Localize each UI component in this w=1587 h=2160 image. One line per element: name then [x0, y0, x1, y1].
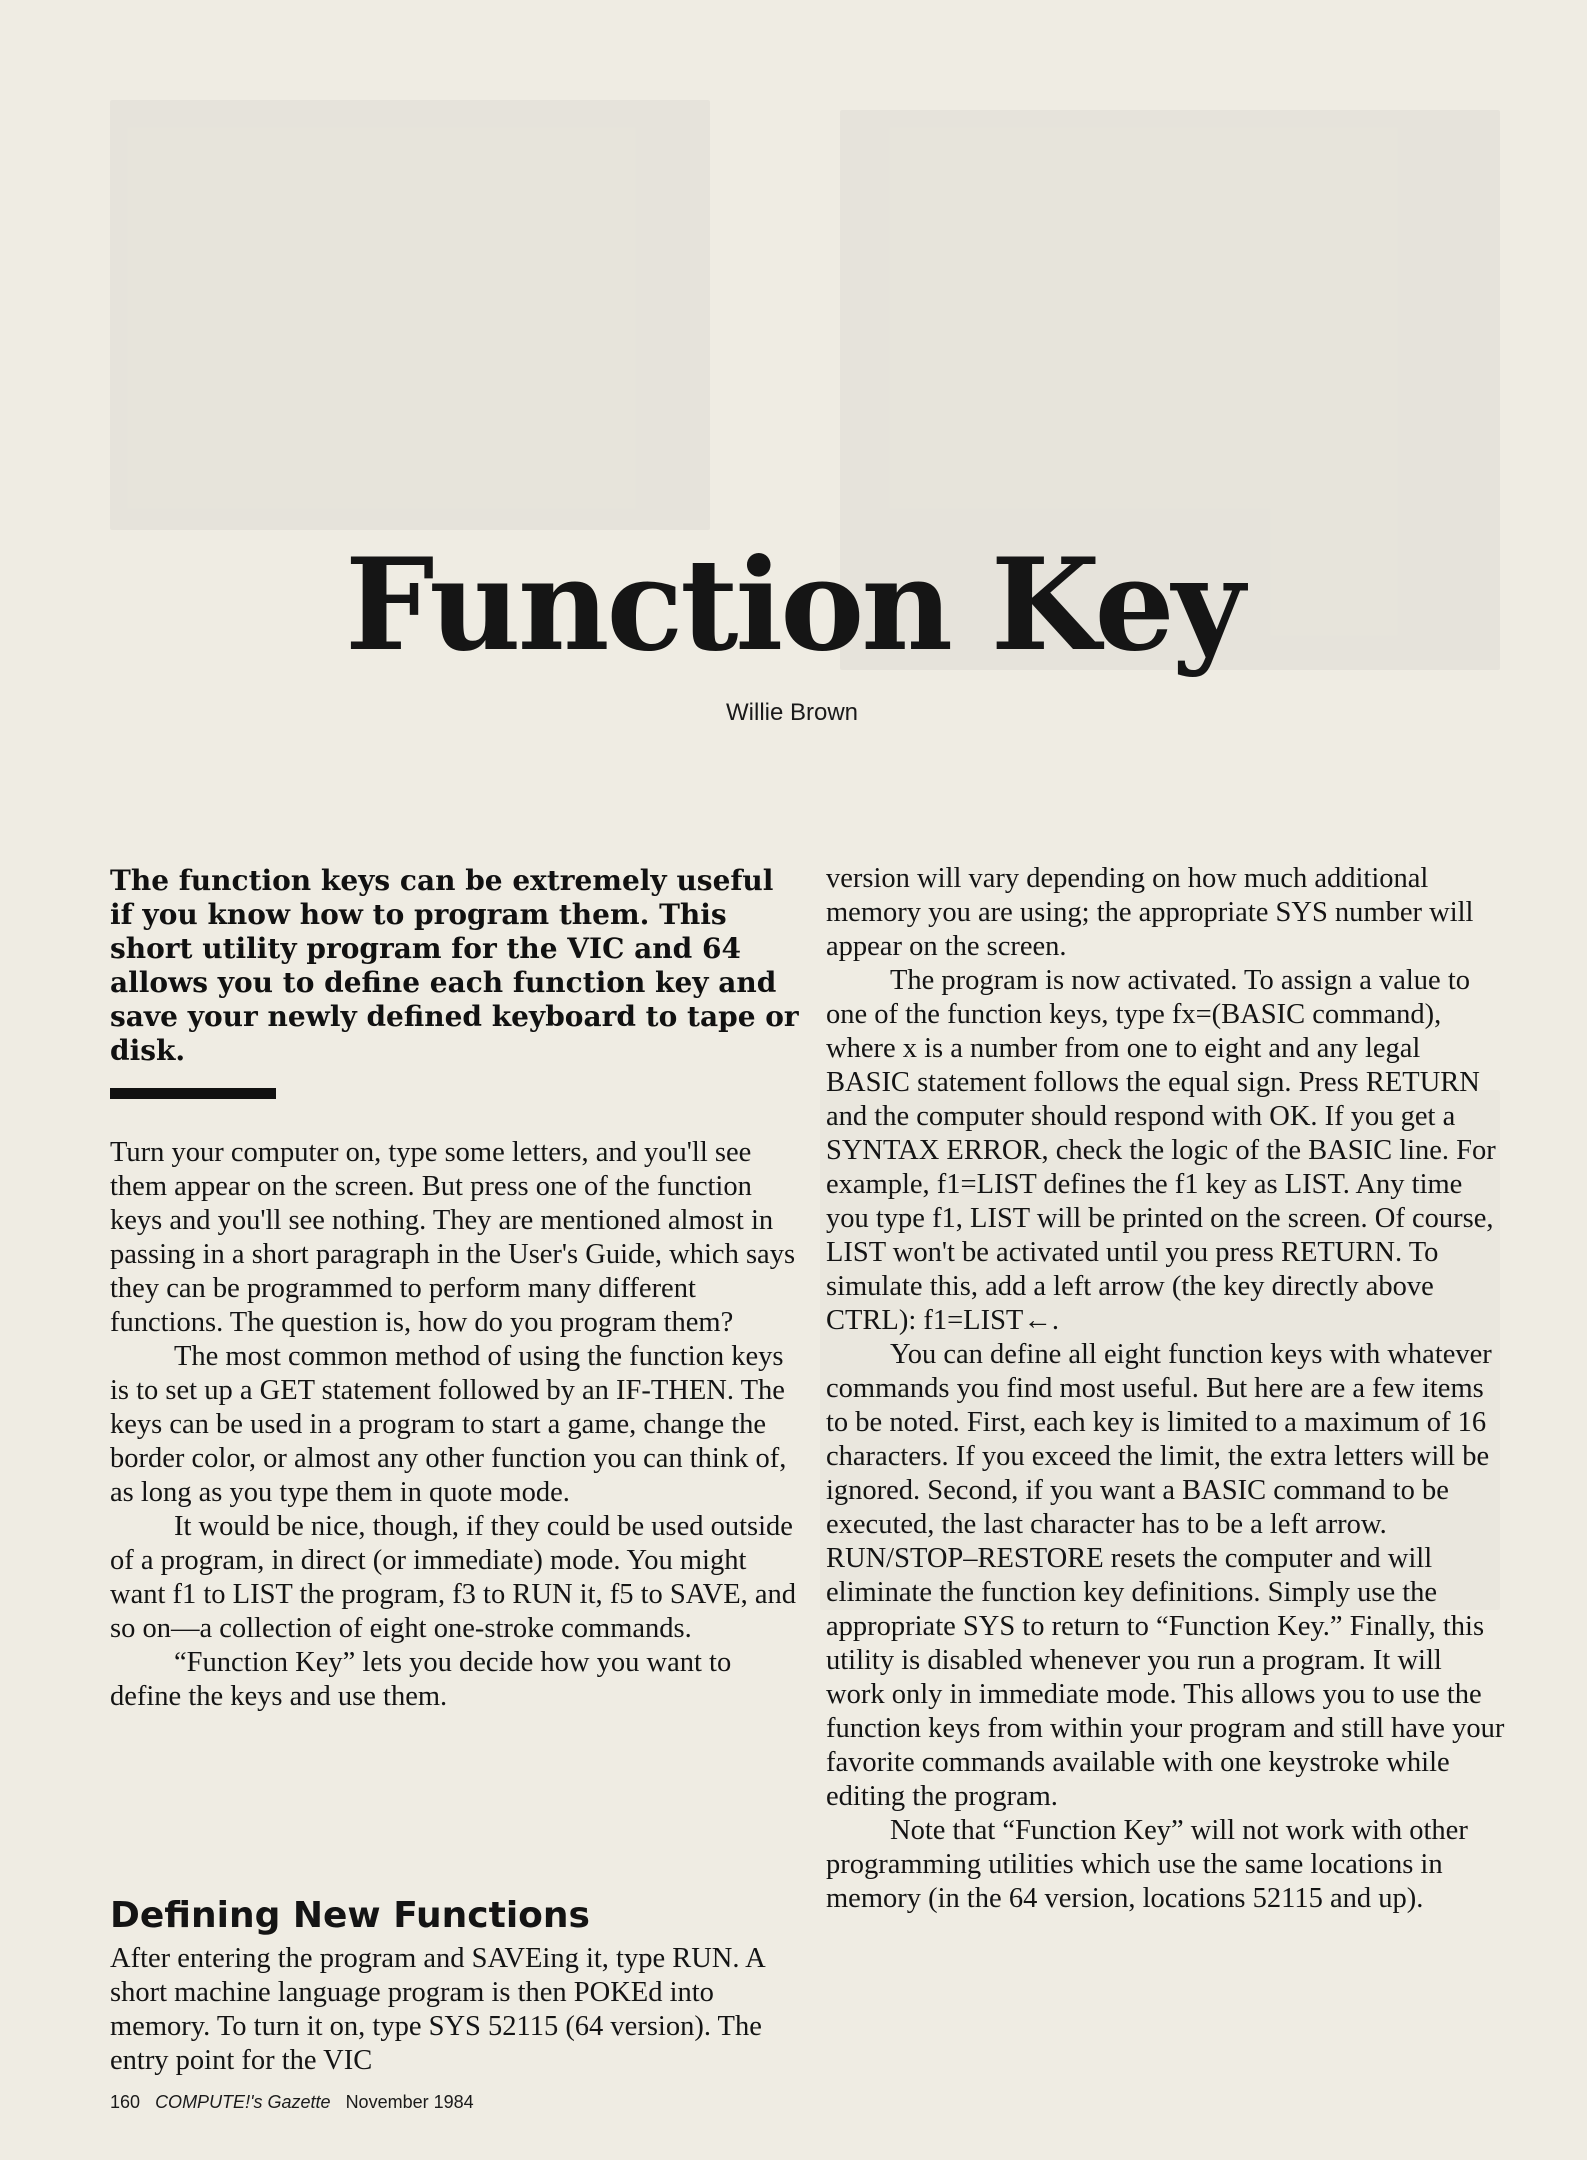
page-footer	[110, 2092, 474, 2113]
intro-deck: The function keys can be extremely useful if you know how to program them. This short utility program for the VIC and 64 allows you to define each function key and save your newly defined keyboard to tape or disk.	[110, 864, 799, 1067]
publication-name: COMPUTE!'s Gazette	[155, 2092, 331, 2112]
author-byline: Willie Brown	[726, 699, 859, 726]
left-column-body	[110, 1136, 800, 1714]
section-body	[110, 1942, 800, 2078]
issue-date: November 1984	[345, 2092, 474, 2112]
body-paragraph: “Function Key” lets you decide how you want to define the keys and use them.	[110, 1647, 732, 1712]
show-through-block	[110, 100, 710, 530]
article-title: Function Key	[345, 531, 1242, 679]
body-paragraph: After entering the program and SAVEing it, type RUN. A short machine language program is then POKEd into memory. To turn it on, type SYS 52115 (64 version). The entry point for the VIC	[110, 1943, 765, 2076]
body-paragraph: It would be nice, though, if they could be used outside of a program, in direct (or immediate) mode. You might want f1 to LIST the program, f3 to RUN it, f5 to SAVE, and so on—a collection of eight one-stroke commands.	[110, 1511, 797, 1644]
body-paragraph: You can define all eight function keys with whatever commands you find most useful. But here are a few items to be noted. First, each key is limited to a maximum of 16 characters. If you exceed the limit, the extra letters will be ignored. Second, if you want a BASIC command to be executed, the last character has to be a left arrow. RUN/STOP–RESTORE resets the computer and will eliminate the function key definitions. Simply use the appropriate SYS to return to “Function Key.” Finally, this utility is disabled whenever you run a program. It will work only in immediate mode. This allows you to use the function keys from within your program and still have your favorite commands available with one keystroke while editing the program.	[826, 1339, 1505, 1812]
body-paragraph: The most common method of using the function keys is to set up a GET statement followed by an IF-THEN. The keys can be used in a program to start a game, change the border color, or almost any other function you can think of, as long as you type them in quote mode.	[110, 1341, 787, 1508]
page-number: 160	[110, 2092, 141, 2112]
section-heading: Defining New Functions	[110, 1895, 590, 1936]
intro-rule	[110, 1088, 276, 1099]
body-paragraph: Note that “Function Key” will not work with other programming utilities which use the same locations in memory (in the 64 version, locations 52115 and up).	[826, 1815, 1468, 1914]
body-paragraph: Turn your computer on, type some letters, and you'll see them appear on the screen. But press one of the function keys and you'll see nothing. They are mentioned almost in passing in a short paragraph in the User's Guide, which says they can be programmed to perform many different functions. The question is, how do you program them?	[110, 1137, 796, 1338]
right-column-body	[826, 862, 1506, 1916]
body-paragraph: The program is now activated. To assign a value to one of the function keys, type fx=(BASIC command), where x is a number from one to eight and any legal BASIC statement follows the equal sign. Press RETURN and the computer should respond with OK. If you get a SYNTAX ERROR, check the logic of the BASIC line. For example, f1=LIST defines the f1 key as LIST. Any time you type f1, LIST will be printed on the screen. Of course, LIST won't be activated until you press RETURN. To simulate this, add a left arrow (the key directly above CTRL): f1=LIST←.	[826, 965, 1496, 1336]
body-paragraph: version will vary depending on how much additional memory you are using; the appropriate SYS number will appear on the screen.	[826, 863, 1474, 962]
